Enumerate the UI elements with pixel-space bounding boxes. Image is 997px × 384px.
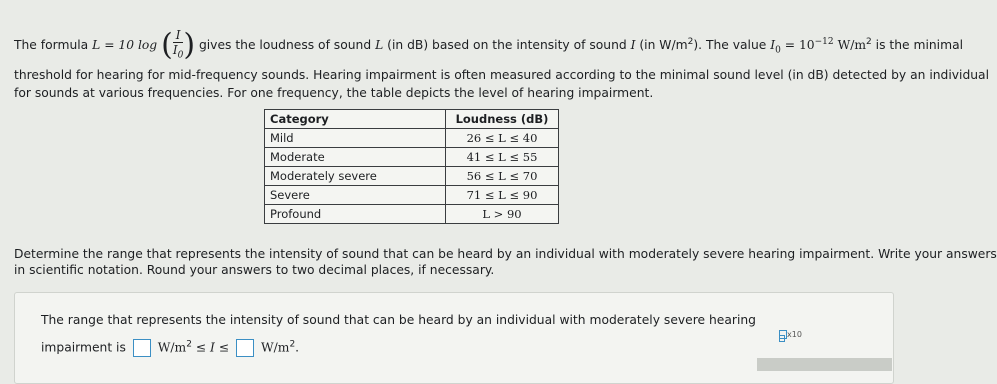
question-line-1: Determine the range that represents the intensity of sound that can be heard by an individual with moderately severe hearing impairment. Write your answers — [14, 247, 997, 261]
formula-numerator: I — [173, 28, 183, 43]
row-range: 71 ≤ L ≤ 90 — [446, 186, 559, 205]
upper-bound-input[interactable] — [236, 339, 254, 357]
answer-line-1: The range that represents the intensity of sound that can be heard by an individual with moderately severe hearing — [41, 313, 756, 327]
unit-2: W/m — [260, 340, 290, 355]
row-range: 56 ≤ L ≤ 70 — [446, 167, 559, 186]
unit-1-exp: 2 — [186, 339, 192, 350]
I0-unit: W/m — [837, 38, 867, 53]
I0-unit-exp: 2 — [866, 37, 872, 48]
header-loudness: Loudness (dB) — [446, 110, 559, 129]
formula-lhs: L = 10 log — [92, 38, 158, 53]
relation: ≤ I ≤ — [195, 340, 230, 355]
formula-denominator-sub: 0 — [177, 50, 184, 61]
bottom-button-strip[interactable] — [757, 358, 892, 371]
unit-note: (in dB) based on the intensity of sound — [387, 38, 627, 53]
table-row — [265, 186, 559, 205]
row-range: 26 ≤ L ≤ 40 — [446, 129, 559, 148]
formula-fraction — [173, 28, 183, 63]
row-category: Moderately severe — [265, 167, 446, 186]
in-units: (in W/m — [639, 38, 688, 53]
row-category: Severe — [265, 186, 446, 205]
units-close: ). — [693, 38, 703, 53]
lower-bound-input[interactable] — [133, 339, 151, 357]
sci-label: x10 — [787, 330, 802, 339]
table-row — [265, 205, 559, 224]
unit-1: W/m — [157, 340, 187, 355]
table-row — [265, 129, 559, 148]
loudness-formula: L = 10 log ( $\frac{I}{I_0}$ ) — [92, 27, 196, 63]
hearing-impairment-table — [264, 109, 559, 224]
table-header-row — [265, 110, 559, 129]
problem-line-2: threshold for hearing for mid-frequency sounds. Hearing impairment is often measured according to the minimal sound level (in dB) detected by an individual — [14, 68, 990, 82]
row-category: Moderate — [265, 148, 446, 167]
table-row — [265, 167, 559, 186]
problem-line-1 — [14, 28, 963, 63]
row-category: Profound — [265, 205, 446, 224]
I0-eq: = 10 — [784, 38, 815, 53]
formula-intro: The formula — [14, 38, 89, 53]
row-range: L > 90 — [446, 205, 559, 224]
problem-line-3: for sounds at various frequencies. For one frequency, the table depicts the level of hearing impairment. — [14, 86, 654, 100]
answer-prefix: impairment is — [41, 340, 126, 355]
unit-2-exp: 2 — [289, 339, 296, 350]
value-text: The value — [705, 38, 767, 53]
var-I: I — [630, 38, 636, 53]
question-line-2: in scientific notation. Round your answers to two decimal places, if necessary. — [14, 263, 495, 277]
row-category: Mild — [265, 129, 446, 148]
var-L: L — [375, 38, 384, 53]
header-category: Category — [265, 110, 446, 129]
table-row — [265, 148, 559, 167]
after-formula: gives the loudness of sound — [198, 38, 372, 53]
formula-denominator: I — [172, 43, 178, 57]
row-range: 41 ≤ L ≤ 55 — [446, 148, 559, 167]
I0-exp: −12 — [814, 37, 834, 48]
I0-symbol: I — [770, 38, 776, 53]
answer-period: . — [295, 340, 300, 355]
scientific-notation-button[interactable] — [779, 330, 805, 350]
answer-line-2 — [41, 339, 299, 357]
units-exp: 2 — [687, 37, 694, 48]
tail-text: is the minimal — [875, 38, 964, 53]
I0-sub: 0 — [775, 45, 781, 56]
